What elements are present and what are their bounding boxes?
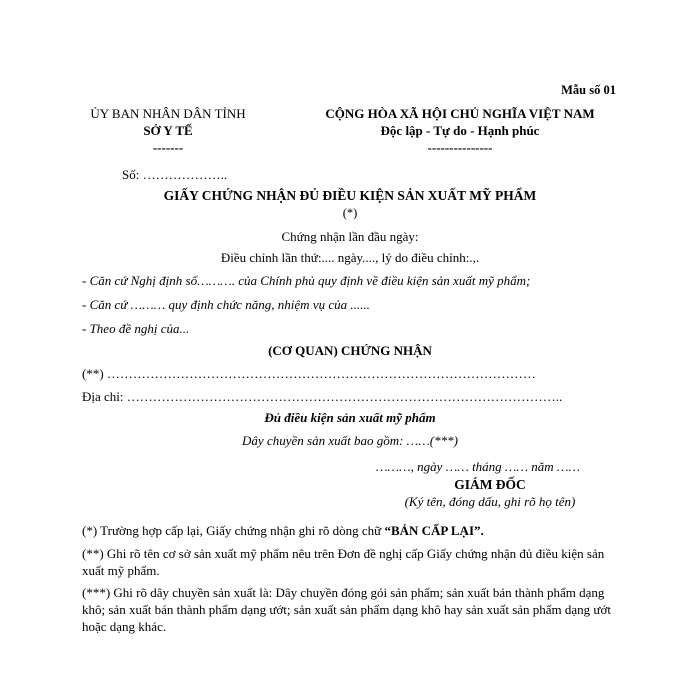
footnote-3: (***) Ghi rõ dây chuyền sản xuất là: Dây chuyền đóng gói sản phẩm; sản xuất bán thành phẩm dạng khô; sản xuất bán thành phẩm dạng ướt; sản xuất sản phẩm dạng khô hay sản xuất sản phẩm dạng ướt hoặc dạng khác.: [82, 585, 611, 634]
qualification-heading: Đủ điều kiện sản xuất mỹ phẩm: [264, 410, 436, 425]
national-divider: ---------------: [427, 140, 493, 155]
authority-line-1: ỦY BAN NHÂN DÂN TỈNH: [90, 106, 246, 121]
first-certification-date: Chứng nhận lần đầu ngày:: [281, 229, 419, 244]
address-line: Địa chỉ: ………………………………………………………………………………………..: [82, 389, 563, 404]
footnote-1-text: (*) Trường hợp cấp lại, Giấy chứng nhận ghi rõ dòng chữ: [82, 523, 385, 538]
director-title: GIÁM ĐỐC: [454, 477, 526, 492]
facility-name-line: (**) ………………………………………………………………………………………: [82, 366, 536, 381]
authority-line-2: SỞ Y TẾ: [143, 123, 193, 138]
signature-instruction: (Ký tên, đóng dấu, ghi rõ họ tên): [404, 494, 576, 509]
issuing-authority-header: [78, 105, 258, 156]
legal-basis-proposal: - Theo đề nghị của...: [82, 321, 190, 336]
adjustment-line: Điều chỉnh lần thứ:.... ngày...., lý do điều chỉnh:.,.: [220, 250, 480, 265]
national-motto: Độc lập - Tự do - Hạnh phúc: [380, 123, 540, 138]
national-title: CỘNG HÒA XÃ HỘI CHỦ NGHĨA VIỆT NAM: [325, 106, 595, 121]
footnote-2: (**) Ghi rõ tên cơ sở sản xuất mỹ phẩm nêu trên Đơn đề nghị cấp Giấy chứng nhận đủ điều kiện sản xuất mỹ phẩm.: [82, 546, 605, 578]
title-footnote-marker: (*): [342, 206, 358, 220]
certificate-title: GIẤY CHỨNG NHẬN ĐỦ ĐIỀU KIỆN SẢN XUẤT MỸ PHẨM: [163, 188, 537, 203]
authority-divider: -------: [152, 140, 184, 155]
form-code: Mẫu số 01: [561, 83, 616, 97]
document-number: Số: ………………..: [122, 167, 228, 182]
footnote-1: [82, 523, 484, 539]
legal-basis-decree: - Căn cứ Nghị định số………. của Chính phủ quy định về điều kiện sản xuất mỹ phẩm;: [82, 273, 531, 288]
signing-date-line: ………, ngày …… tháng …… năm ……: [376, 459, 581, 474]
certifying-body-heading: (CƠ QUAN) CHỨNG NHẬN: [268, 343, 432, 358]
national-header: [270, 105, 650, 156]
production-lines-line: Dây chuyền sản xuất bao gồm: ……(***): [242, 433, 458, 448]
legal-basis-regulation: - Căn cứ ……… quy định chức năng, nhiệm vụ của ......: [82, 297, 370, 312]
footnote-1-emphasis: “BẢN CẤP LẠI”.: [384, 523, 484, 538]
